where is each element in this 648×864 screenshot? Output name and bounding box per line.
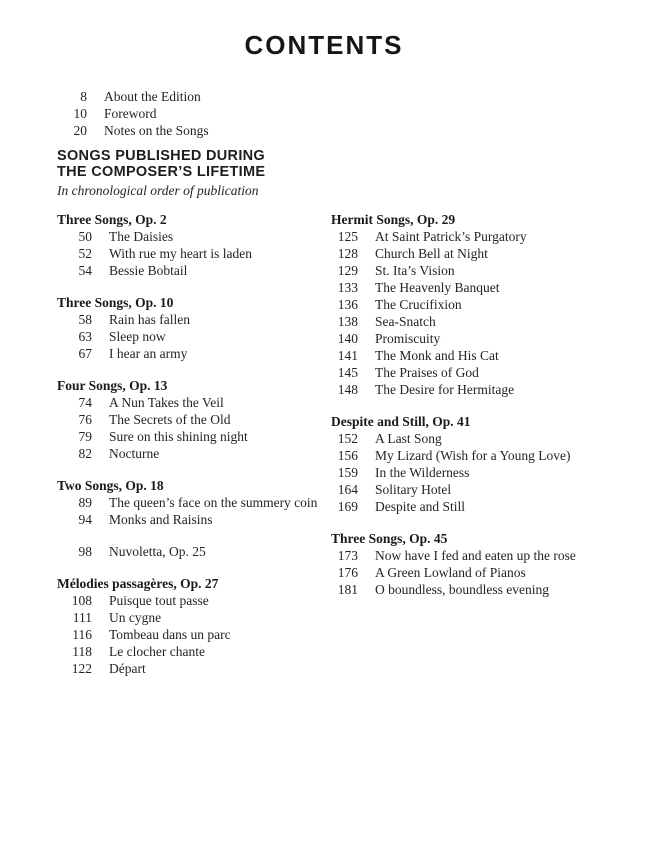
song-group-items xyxy=(57,228,331,279)
toc-entry-page-number: 141 xyxy=(337,348,358,363)
toc-entry xyxy=(57,328,331,345)
toc-entry xyxy=(52,105,648,122)
toc-entry xyxy=(331,245,631,262)
toc-columns xyxy=(57,211,648,677)
toc-entry-title: A Nun Takes the Veil xyxy=(109,395,224,410)
toc-entry xyxy=(57,345,331,362)
toc-entry-page-number: 52 xyxy=(78,246,92,261)
toc-entry-title: With rue my heart is laden xyxy=(109,246,253,261)
toc-entry xyxy=(57,643,331,660)
song-group xyxy=(57,477,331,528)
toc-entry-title: Bessie Bobtail xyxy=(109,263,188,278)
toc-entry-page-number: 129 xyxy=(337,263,358,278)
toc-entry-page-number: 122 xyxy=(71,661,92,676)
song-group-heading: Hermit Songs, Op. 29 xyxy=(331,212,456,227)
toc-entry xyxy=(331,581,631,598)
toc-entry-title: A Last Song xyxy=(375,431,442,446)
song-group-heading: Despite and Still, Op. 41 xyxy=(331,414,471,429)
toc-entry-page-number: 10 xyxy=(73,106,87,121)
toc-entry-page-number: 140 xyxy=(337,331,358,346)
toc-entry xyxy=(57,660,331,677)
toc-entry-title: Puisque tout passe xyxy=(109,593,209,608)
song-group-items xyxy=(331,430,631,515)
toc-entry-page-number: 156 xyxy=(337,448,358,463)
toc-entry xyxy=(57,511,331,528)
toc-entry-page-number: 74 xyxy=(78,395,92,410)
section-heading-line2: THE COMPOSER’S LIFETIME xyxy=(57,164,266,180)
toc-column-right xyxy=(331,211,631,677)
toc-entry-title: Sleep now xyxy=(109,329,166,344)
toc-entry-title: St. Ita’s Vision xyxy=(375,263,455,278)
toc-entry xyxy=(331,430,631,447)
front-matter-list xyxy=(52,88,648,139)
toc-entry-title: Rain has fallen xyxy=(109,312,190,327)
toc-entry-page-number: 20 xyxy=(73,123,87,138)
toc-entry-page-number: 89 xyxy=(78,495,92,510)
toc-entry xyxy=(331,347,631,364)
toc-entry-page-number: 164 xyxy=(337,482,358,497)
toc-entry-title: Solitary Hotel xyxy=(375,482,452,497)
toc-entry-page-number: 111 xyxy=(72,610,92,625)
song-group xyxy=(57,294,331,362)
toc-entry-title: In the Wilderness xyxy=(375,465,470,480)
toc-entry xyxy=(57,445,331,462)
toc-entry-title: Le clocher chante xyxy=(109,644,205,659)
toc-entry-page-number: 50 xyxy=(78,229,92,244)
toc-entry-title: At Saint Patrick’s Purgatory xyxy=(375,229,527,244)
song-group-items xyxy=(57,394,331,462)
toc-entry-page-number: 173 xyxy=(337,548,358,563)
toc-entry-page-number: 148 xyxy=(337,382,358,397)
song-group-items xyxy=(331,547,631,598)
toc-entry-title: The queen’s face on the summery coin xyxy=(109,495,318,510)
toc-entry-page-number: 94 xyxy=(78,512,92,527)
toc-entry-title: The Daisies xyxy=(109,229,174,244)
toc-entry xyxy=(57,543,331,560)
toc-entry xyxy=(57,626,331,643)
toc-entry-page-number: 98 xyxy=(78,544,92,559)
song-group-heading: Four Songs, Op. 13 xyxy=(57,378,168,393)
toc-entry-title: The Desire for Hermitage xyxy=(375,382,515,397)
toc-entry-title: Sure on this shining night xyxy=(109,429,248,444)
song-group-heading: Three Songs, Op. 45 xyxy=(331,531,448,546)
toc-entry xyxy=(57,245,331,262)
song-group xyxy=(331,413,631,515)
song-group-heading: Mélodies passagères, Op. 27 xyxy=(57,576,219,591)
toc-entry-title: Un cygne xyxy=(109,610,162,625)
toc-entry-title: Despite and Still xyxy=(375,499,465,514)
toc-entry-page-number: 133 xyxy=(337,280,358,295)
toc-entry-page-number: 128 xyxy=(337,246,358,261)
toc-entry-title: The Praises of God xyxy=(375,365,479,380)
toc-entry-title: Church Bell at Night xyxy=(375,246,488,261)
toc-entry xyxy=(331,481,631,498)
toc-entry-page-number: 79 xyxy=(78,429,92,444)
toc-entry xyxy=(331,228,631,245)
toc-entry-page-number: 136 xyxy=(337,297,358,312)
toc-entry-page-number: 159 xyxy=(337,465,358,480)
toc-entry xyxy=(331,464,631,481)
toc-entry-title: Monks and Raisins xyxy=(109,512,213,527)
toc-entry-title: Nocturne xyxy=(109,446,160,461)
song-group xyxy=(57,543,331,560)
section-heading-line1: SONGS PUBLISHED DURING xyxy=(57,148,266,164)
toc-entry xyxy=(57,411,331,428)
toc-entry-page-number: 138 xyxy=(337,314,358,329)
toc-entry xyxy=(331,313,631,330)
toc-entry xyxy=(57,394,331,411)
toc-entry-title: Now have I fed and eaten up the rose xyxy=(375,548,576,563)
toc-entry xyxy=(57,262,331,279)
toc-entry xyxy=(331,498,631,515)
toc-entry xyxy=(331,279,631,296)
song-group-items xyxy=(57,494,331,528)
toc-entry-page-number: 145 xyxy=(337,365,358,380)
toc-entry xyxy=(57,311,331,328)
toc-entry-title: The Crucifixion xyxy=(375,297,462,312)
song-group-items xyxy=(57,543,331,560)
toc-entry xyxy=(331,364,631,381)
toc-entry-page-number: 63 xyxy=(78,329,92,344)
toc-entry xyxy=(331,447,631,464)
toc-entry-title: O boundless, boundless evening xyxy=(375,582,549,597)
song-group xyxy=(331,211,631,398)
toc-entry-title: A Green Lowland of Pianos xyxy=(375,565,526,580)
toc-entry-page-number: 67 xyxy=(78,346,92,361)
toc-entry xyxy=(57,428,331,445)
toc-entry xyxy=(331,547,631,564)
toc-entry-title: The Heavenly Banquet xyxy=(375,280,500,295)
page-title: CONTENTS xyxy=(244,30,404,60)
toc-entry-title: Sea-Snatch xyxy=(375,314,436,329)
song-group-items xyxy=(331,228,631,398)
toc-entry-title: I hear an army xyxy=(109,346,188,361)
toc-entry-title: Tombeau dans un parc xyxy=(109,627,231,642)
toc-entry-title: The Secrets of the Old xyxy=(109,412,231,427)
toc-entry-page-number: 82 xyxy=(78,446,92,461)
toc-entry xyxy=(331,330,631,347)
toc-entry xyxy=(57,592,331,609)
toc-entry-title: Notes on the Songs xyxy=(104,123,209,138)
toc-entry xyxy=(52,88,648,105)
toc-entry-page-number: 176 xyxy=(337,565,358,580)
toc-column-left xyxy=(57,211,331,677)
toc-entry-page-number: 116 xyxy=(72,627,92,642)
toc-entry-page-number: 169 xyxy=(337,499,358,514)
toc-entry-page-number: 125 xyxy=(337,229,358,244)
section-heading-block xyxy=(57,148,648,199)
toc-entry-page-number: 152 xyxy=(337,431,358,446)
toc-entry-page-number: 108 xyxy=(71,593,92,608)
toc-entry-page-number: 118 xyxy=(72,644,92,659)
song-group-items xyxy=(57,592,331,677)
song-group xyxy=(331,530,631,598)
song-group-heading: Two Songs, Op. 18 xyxy=(57,478,164,493)
toc-entry xyxy=(57,228,331,245)
toc-entry-title: Foreword xyxy=(104,106,157,121)
toc-entry xyxy=(331,381,631,398)
song-group xyxy=(57,575,331,677)
toc-entry-title: My Lizard (Wish for a Young Love) xyxy=(375,448,571,463)
song-group-heading: Three Songs, Op. 10 xyxy=(57,295,174,310)
toc-entry xyxy=(331,296,631,313)
toc-entry-page-number: 8 xyxy=(80,89,87,104)
toc-entry-page-number: 181 xyxy=(337,582,358,597)
song-group-heading: Three Songs, Op. 2 xyxy=(57,212,167,227)
toc-entry-title: Départ xyxy=(109,661,146,676)
toc-entry xyxy=(57,609,331,626)
toc-entry-title: The Monk and His Cat xyxy=(375,348,499,363)
song-group-items xyxy=(57,311,331,362)
section-subtitle: In chronological order of publication xyxy=(57,183,259,198)
toc-entry-title: Promiscuity xyxy=(375,331,441,346)
song-group xyxy=(57,377,331,462)
toc-entry-page-number: 76 xyxy=(78,412,92,427)
toc-entry xyxy=(331,262,631,279)
toc-entry xyxy=(57,494,331,511)
toc-entry-title: Nuvoletta, Op. 25 xyxy=(109,544,206,559)
toc-entry xyxy=(52,122,648,139)
toc-entry xyxy=(331,564,631,581)
toc-entry-title: About the Edition xyxy=(104,89,201,104)
toc-entry-page-number: 58 xyxy=(78,312,92,327)
toc-entry-page-number: 54 xyxy=(78,263,92,278)
song-group xyxy=(57,211,331,279)
